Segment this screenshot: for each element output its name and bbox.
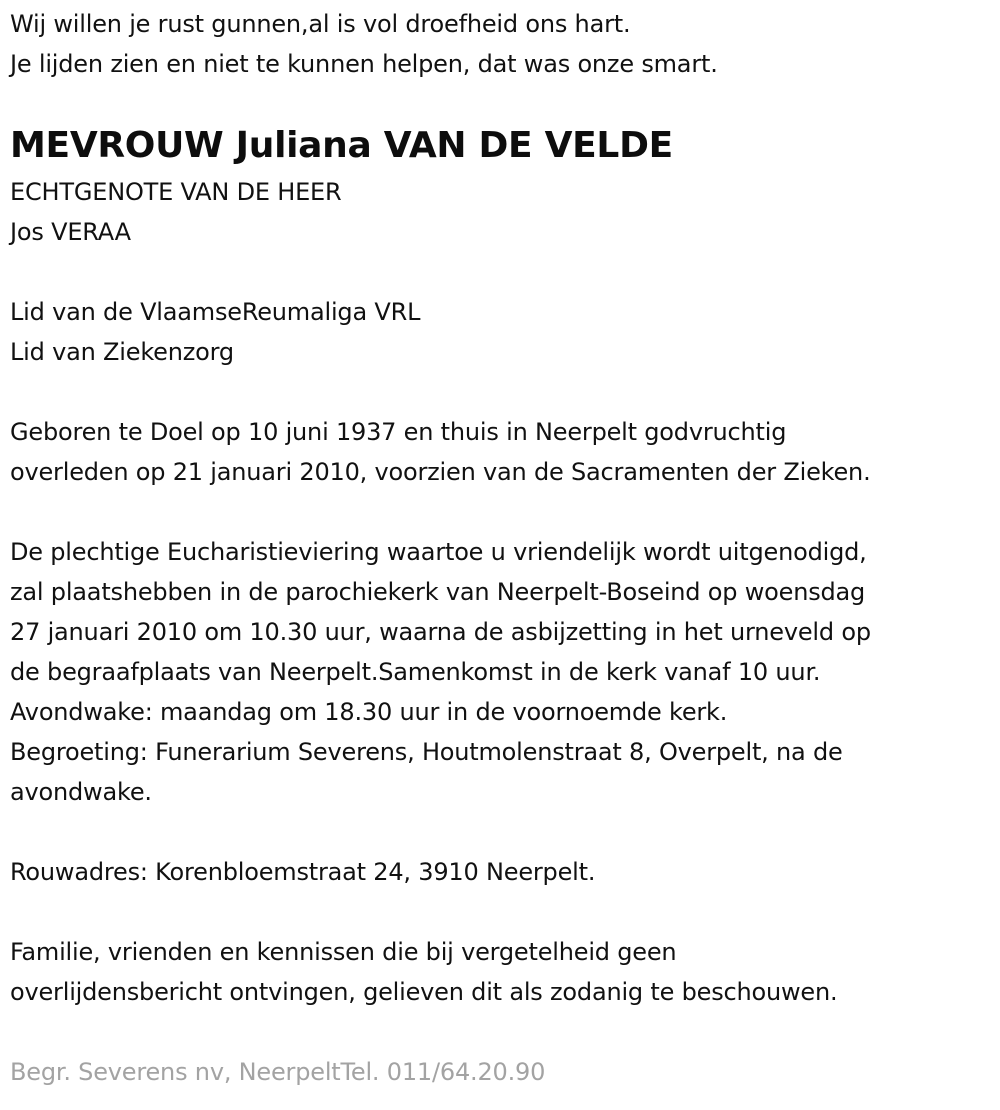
membership-line: Lid van de VlaamseReumaliga VRL (10, 298, 421, 326)
ceremony-line: De plechtige Eucharistieviering waartoe u vriendelijk wordt uitgenodigd, (10, 538, 867, 566)
spouse-prefix: ECHTGENOTE VAN DE HEER (10, 178, 342, 206)
ceremony-line: de begraafplaats van Neerpelt.Samenkomst in de kerk vanaf 10 uur. (10, 658, 821, 686)
ceremony-line: Begroeting: Funerarium Severens, Houtmolenstraat 8, Overpelt, na de (10, 738, 843, 766)
obituary-notice (10, 4, 995, 1092)
spacer (10, 372, 995, 412)
spouse-name: Jos VERAA (10, 218, 131, 246)
notice-paragraph (10, 932, 995, 1012)
poem (10, 4, 995, 84)
mourning-address: Rouwadres: Korenbloemstraat 24, 3910 Neerpelt. (10, 858, 596, 886)
spouse-info (10, 172, 995, 252)
spacer (10, 1012, 995, 1052)
memberships (10, 292, 995, 372)
birth-death-line: Geboren te Doel op 10 juni 1937 en thuis in Neerpelt godvruchtig (10, 418, 787, 446)
ceremony-line: zal plaatshebben in de parochiekerk van Neerpelt-Boseind op woensdag (10, 578, 866, 606)
ceremony-paragraph (10, 532, 995, 812)
birth-death-paragraph (10, 412, 995, 492)
spacer (10, 892, 995, 932)
poem-line: Wij willen je rust gunnen,al is vol droefheid ons hart. (10, 10, 631, 38)
poem-line: Je lijden zien en niet te kunnen helpen, dat was onze smart. (10, 50, 718, 78)
ceremony-line: 27 januari 2010 om 10.30 uur, waarna de asbijzetting in het urneveld op (10, 618, 871, 646)
ceremony-line: avondwake. (10, 778, 152, 806)
notice-line: overlijdensbericht ontvingen, gelieven dit als zodanig te beschouwen. (10, 978, 838, 1006)
ceremony-line: Avondwake: maandag om 18.30 uur in de voornoemde kerk. (10, 698, 728, 726)
spacer (10, 812, 995, 852)
deceased-name: MEVROUW Juliana VAN DE VELDE (10, 125, 673, 166)
notice-line: Familie, vrienden en kennissen die bij vergetelheid geen (10, 938, 677, 966)
spacer (10, 492, 995, 532)
membership-line: Lid van Ziekenzorg (10, 338, 234, 366)
birth-death-line: overleden op 21 januari 2010, voorzien van de Sacramenten der Zieken. (10, 458, 871, 486)
spacer (10, 252, 995, 292)
funeral-home-credit: Begr. Severens nv, NeerpeltTel. 011/64.20.90 (10, 1058, 546, 1086)
